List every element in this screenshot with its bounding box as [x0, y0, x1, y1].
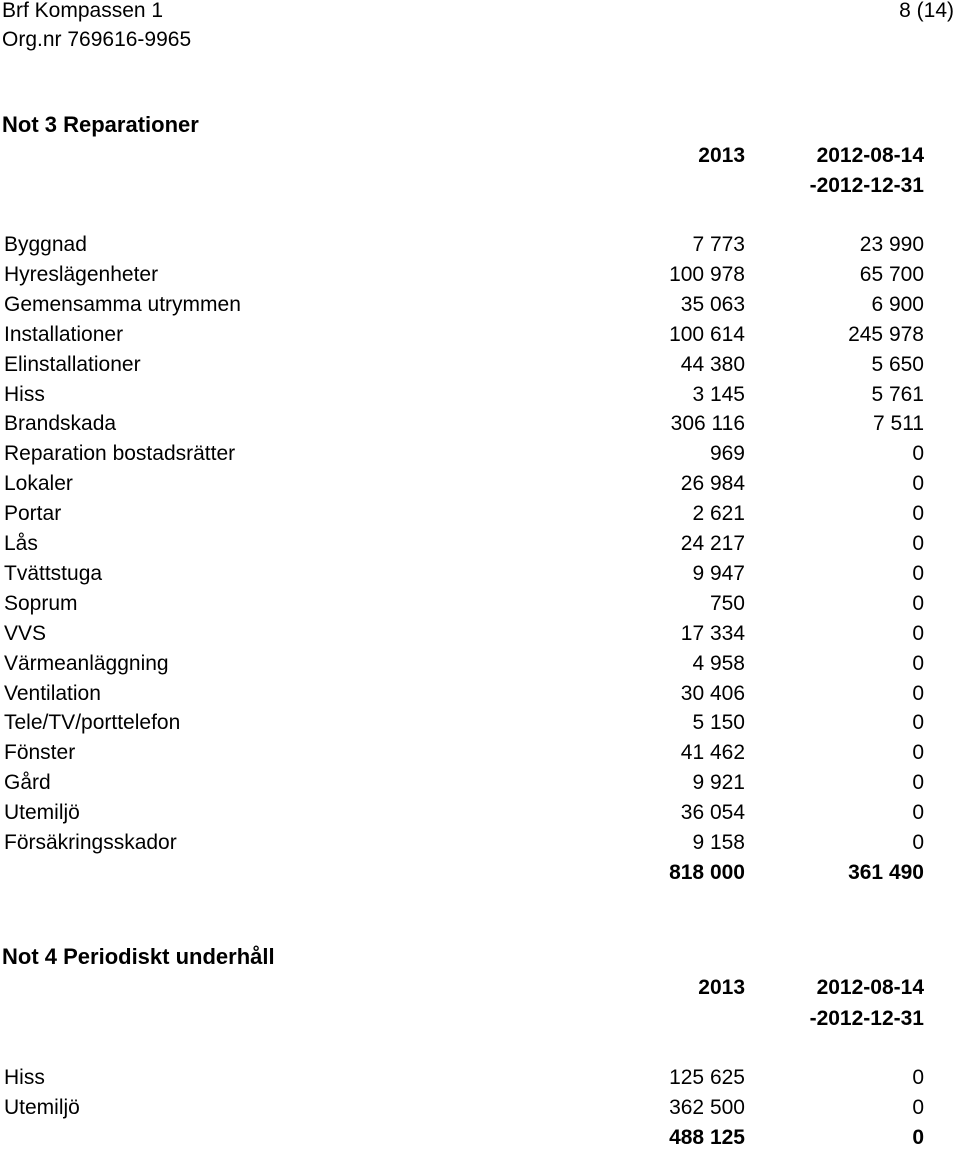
company-name: Brf Kompassen 1	[2, 0, 164, 22]
row-label: Gemensamma utrymmen	[4, 292, 241, 316]
table-row	[0, 469, 960, 499]
note4-title: Not 4 Periodiskt underhåll	[2, 944, 275, 969]
value-2012: 0	[912, 801, 924, 825]
table-row	[0, 619, 960, 649]
value-2012: 0	[912, 591, 924, 615]
page-number: 8 (14)	[899, 0, 954, 22]
value-2012: 0	[912, 502, 924, 526]
org-number: Org.nr 769616-9965	[2, 28, 192, 51]
value-2013: 100 978	[669, 262, 745, 286]
value-2013: 7 773	[692, 233, 745, 256]
note4-total-2012: 0	[912, 1126, 924, 1149]
value-2012: 0	[912, 561, 924, 585]
note4-total-row	[0, 1123, 960, 1153]
row-label: Hyreslägenheter	[4, 262, 159, 286]
value-2012: 23 990	[859, 233, 924, 256]
value-2012: 5 650	[871, 352, 924, 376]
table-row	[0, 708, 960, 738]
value-2012: 0	[912, 771, 924, 795]
value-2012: 7 511	[873, 412, 924, 436]
value-2013: 35 063	[680, 292, 745, 316]
note4-total-2013: 488 125	[669, 1126, 745, 1149]
table-row	[0, 589, 960, 619]
value-2013: 9 947	[692, 561, 745, 585]
value-2012: 0	[912, 472, 924, 496]
table-row	[0, 499, 960, 529]
note3-col1-header: 2013	[698, 144, 745, 167]
note3-total-2012: 361 490	[848, 861, 924, 884]
note4-header-row-2	[0, 1004, 960, 1034]
value-2012: 0	[912, 532, 924, 555]
row-label: VVS	[4, 621, 47, 645]
value-2012: 0	[912, 741, 924, 765]
table-row	[0, 559, 960, 589]
note3-total-row	[0, 858, 960, 888]
value-2013: 362 500	[669, 1096, 745, 1119]
value-2012: 0	[912, 681, 924, 705]
value-2012: 6 900	[871, 292, 924, 316]
value-2012: 65 700	[859, 262, 924, 286]
value-2012: 0	[912, 1066, 924, 1089]
value-2012: 0	[912, 831, 924, 854]
value-2012: 245 978	[848, 322, 924, 346]
row-label: Portar	[4, 502, 62, 526]
row-label: Soprum	[4, 591, 78, 615]
row-label: Tele/TV/porttelefon	[4, 711, 181, 735]
row-label: Gård	[4, 771, 51, 795]
row-label: Utemiljö	[4, 801, 80, 825]
table-row	[0, 798, 960, 828]
value-2013: 5 150	[692, 711, 745, 735]
row-label: Tvättstuga	[4, 561, 103, 585]
table-row	[0, 380, 960, 410]
note4-col2-header-line1: 2012-08-14	[816, 976, 924, 999]
value-2013: 125 625	[669, 1066, 745, 1089]
value-2013: 750	[709, 591, 745, 615]
row-label: Utemiljö	[4, 1096, 80, 1119]
row-label: Brandskada	[4, 412, 117, 436]
row-label: Elinstallationer	[4, 352, 141, 376]
value-2013: 4 958	[692, 651, 745, 675]
value-2013: 17 334	[680, 621, 745, 645]
table-row	[0, 529, 960, 559]
table-row	[0, 679, 960, 709]
value-2013: 24 217	[680, 532, 745, 555]
note4-col2-header-line2: -2012-12-31	[809, 1007, 924, 1030]
value-2013: 2 621	[692, 502, 745, 526]
table-row	[0, 649, 960, 679]
row-label: Ventilation	[4, 681, 101, 705]
table-row	[0, 290, 960, 320]
value-2013: 969	[709, 442, 745, 466]
note4-col1-header: 2013	[698, 976, 745, 999]
row-label: Försäkringsskador	[4, 831, 177, 854]
note3-header-row	[0, 141, 960, 171]
table-row	[0, 350, 960, 380]
row-label: Värmeanläggning	[4, 651, 169, 675]
table-row	[0, 1093, 960, 1123]
table-row	[0, 768, 960, 798]
value-2013: 306 116	[670, 412, 745, 436]
note3-col2-header-line1: 2012-08-14	[816, 144, 924, 167]
table-row	[0, 260, 960, 290]
table-row	[0, 320, 960, 350]
table-row	[0, 230, 960, 260]
value-2013: 26 984	[680, 472, 745, 496]
value-2012: 5 761	[871, 382, 924, 406]
note4-header-row	[0, 973, 960, 1003]
table-row	[0, 738, 960, 768]
row-label: Hiss	[4, 382, 45, 406]
value-2013: 3 145	[692, 382, 745, 406]
value-2012: 0	[912, 651, 924, 675]
value-2012: 0	[912, 1096, 924, 1119]
note3-header-row-2	[0, 171, 960, 201]
value-2012: 0	[912, 711, 924, 735]
row-label: Hiss	[4, 1066, 45, 1089]
row-label: Lokaler	[4, 472, 73, 496]
value-2013: 41 462	[680, 741, 745, 765]
table-row	[0, 439, 960, 469]
row-label: Byggnad	[4, 233, 87, 256]
table-row	[0, 1063, 960, 1093]
value-2013: 44 380	[680, 352, 745, 376]
value-2013: 100 614	[669, 322, 745, 346]
row-label: Reparation bostadsrätter	[4, 442, 236, 466]
row-label: Fönster	[4, 741, 76, 765]
value-2013: 9 158	[692, 831, 745, 854]
value-2013: 30 406	[680, 681, 745, 705]
row-label: Installationer	[4, 322, 124, 346]
table-row	[0, 828, 960, 858]
value-2013: 36 054	[680, 801, 745, 825]
table-row	[0, 409, 960, 439]
note3-col2-header-line2: -2012-12-31	[809, 174, 924, 197]
row-label: Lås	[4, 532, 38, 555]
value-2012: 0	[912, 621, 924, 645]
note3-title: Not 3 Reparationer	[2, 112, 199, 137]
value-2012: 0	[912, 442, 924, 466]
value-2013: 9 921	[692, 771, 745, 795]
note3-total-2013: 818 000	[669, 861, 745, 884]
